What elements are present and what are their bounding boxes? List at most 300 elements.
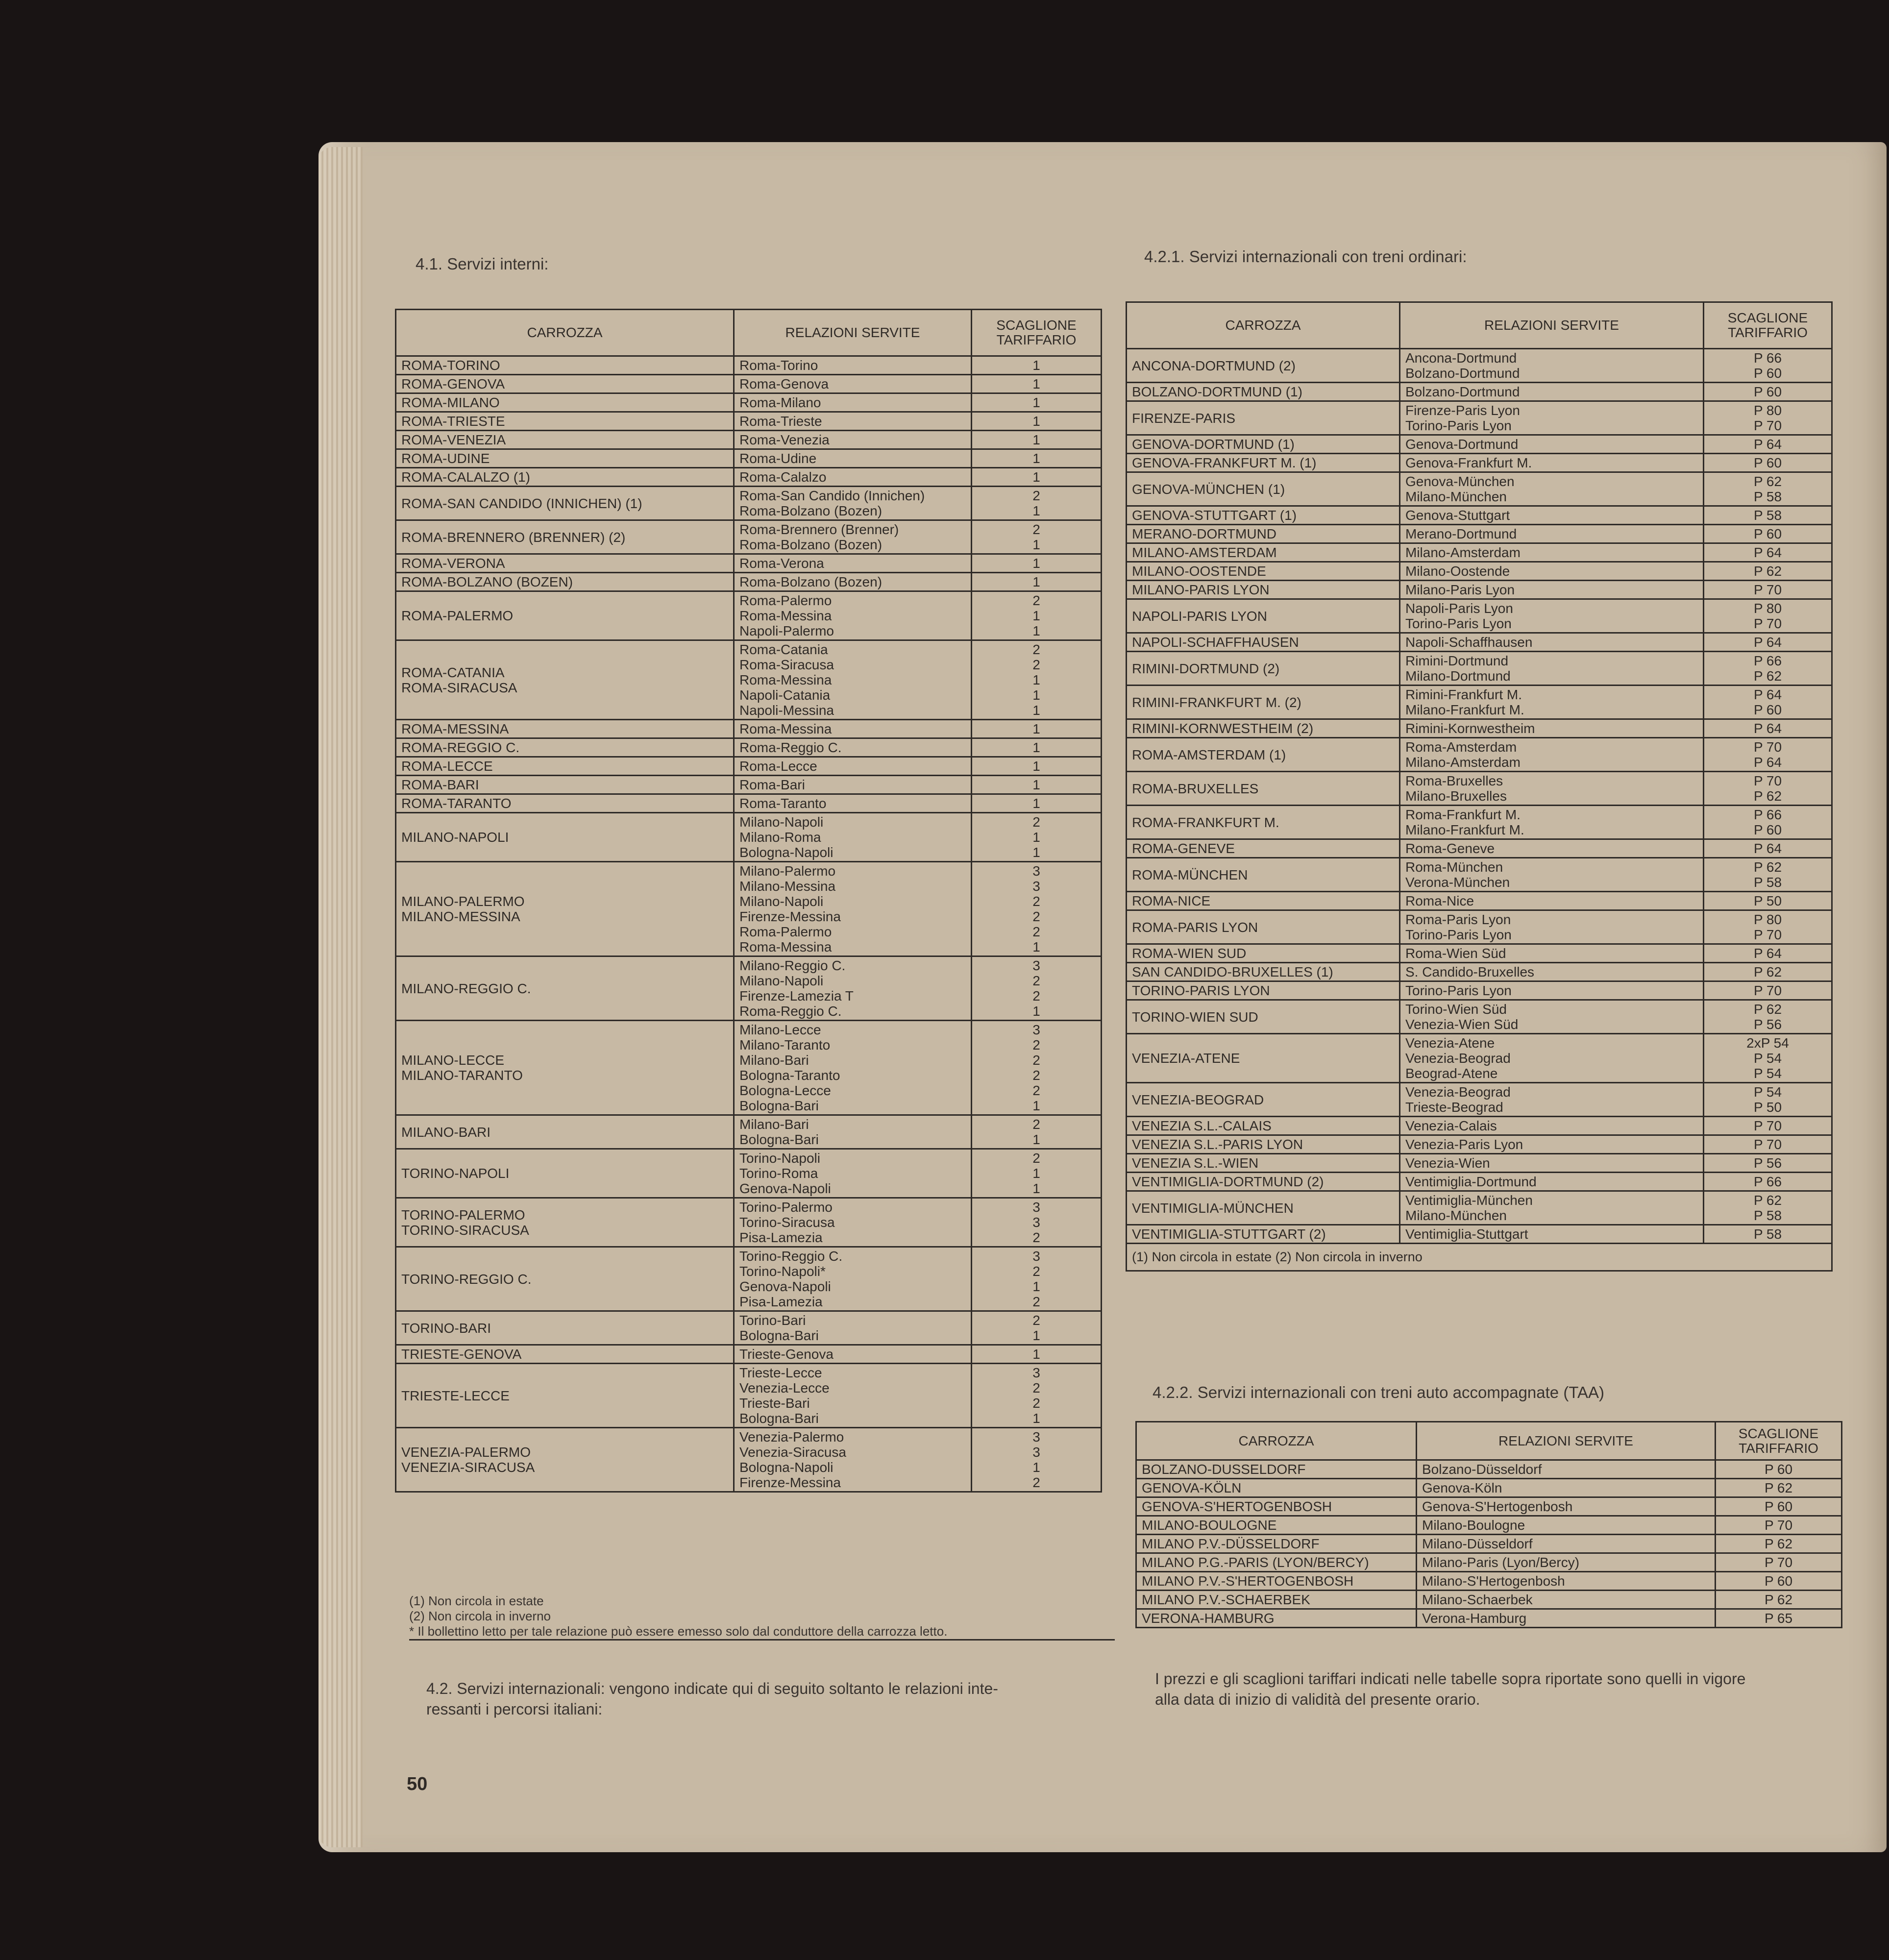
cell-scaglione-tariffario: [972, 1364, 1102, 1428]
cell-carrozza: [396, 640, 734, 720]
page-number: 50: [407, 1774, 428, 1794]
table-row: [396, 862, 1102, 956]
table-row: [1127, 349, 1832, 383]
cell-carrozza: [1136, 1497, 1417, 1516]
table-row: [1136, 1591, 1842, 1609]
cell-line: Roma-Messina: [739, 672, 832, 687]
table-row: [396, 375, 1102, 393]
cell-relazioni-servite: [734, 1149, 972, 1198]
cell-line: Roma-Brennero (Brenner): [739, 522, 899, 537]
cell-line: Bologna-Bari: [739, 1098, 819, 1113]
cell-line: Roma-Paris Lyon: [1405, 912, 1511, 927]
cell-line: P 64: [1753, 721, 1782, 736]
section-title-ordinari: 4.2.1. Servizi internazionali con treni ordinari:: [1144, 247, 1467, 266]
cell-line: P 60: [1764, 1462, 1793, 1477]
cell-scaglione-tariffario: [972, 520, 1102, 554]
cell-line: Torino-Napoli: [739, 1151, 820, 1166]
cell-line: 2: [1032, 1264, 1040, 1279]
cell-scaglione-tariffario: [972, 468, 1102, 487]
cell-relazioni-servite: [1417, 1572, 1716, 1591]
cell-relazioni-servite: [734, 412, 972, 431]
cell-line: P 70: [1753, 1137, 1782, 1152]
cell-carrozza: [1127, 981, 1400, 1000]
cell-line: Venezia-Paris Lyon: [1405, 1137, 1523, 1152]
cell-line: ROMA-MESSINA: [401, 721, 509, 736]
table-row: [1127, 599, 1832, 633]
cell-line: P 60: [1753, 526, 1782, 541]
cell-scaglione-tariffario: [1704, 892, 1832, 910]
cell-line: 3: [1032, 1200, 1040, 1215]
cell-line: GENOVA-MÜNCHEN (1): [1132, 481, 1285, 497]
cell-line: P 66: [1753, 350, 1782, 366]
cell-line: Milano-Dortmund: [1405, 668, 1511, 684]
cell-line: 3: [1032, 1445, 1040, 1460]
cell-carrozza: [396, 375, 734, 393]
cell-scaglione-tariffario: [1704, 1191, 1832, 1225]
cell-line: Genova-Napoli: [739, 1279, 831, 1294]
cell-line: 1: [1032, 608, 1040, 623]
cell-scaglione-tariffario: [1704, 1173, 1832, 1191]
cell-line: Roma-Bolzano (Bozen): [739, 574, 883, 589]
cell-relazioni-servite: [734, 720, 972, 738]
cell-line: 2: [1032, 642, 1040, 657]
cell-carrozza: [1127, 1117, 1400, 1135]
cell-line: Torino-Paris Lyon: [1405, 418, 1512, 433]
cell-line: TORINO-PALERMO: [401, 1207, 525, 1223]
cell-line: ROMA-MILANO: [401, 395, 500, 410]
table-row: [1127, 806, 1832, 839]
table-row: [1127, 910, 1832, 944]
cell-relazioni-servite: [734, 738, 972, 757]
cell-line: Roma-Amsterdam: [1405, 739, 1517, 755]
cell-scaglione-tariffario: [1704, 652, 1832, 686]
table-body: [1127, 349, 1832, 1244]
table-row: [396, 640, 1102, 720]
text-line: * Il bollettino letto per tale relazione può essere emesso solo dal conduttore della carrozza letto.: [409, 1624, 948, 1639]
cell-relazioni-servite: [1417, 1609, 1716, 1628]
cell-carrozza: [396, 1247, 734, 1311]
cell-line: 2: [1032, 1151, 1040, 1166]
cell-line: P 66: [1753, 653, 1782, 668]
cell-line: Venezia-Beograd: [1405, 1084, 1511, 1100]
table-row: [1136, 1535, 1842, 1553]
cell-line: ROMA-AMSTERDAM (1): [1132, 747, 1286, 762]
text-line: ressanti i percorsi italiani:: [426, 1700, 603, 1718]
cell-relazioni-servite: [1400, 1173, 1704, 1191]
cell-line: Merano-Dortmund: [1405, 526, 1517, 541]
cell-line: 1: [1032, 623, 1040, 638]
cell-carrozza: [1127, 652, 1400, 686]
cell-carrozza: [1127, 543, 1400, 562]
cell-scaglione-tariffario: [972, 554, 1102, 573]
cell-line: 2: [1032, 1230, 1040, 1245]
table-row: [1127, 581, 1832, 599]
table-row: [1127, 839, 1832, 858]
cell-scaglione-tariffario: [1704, 839, 1832, 858]
cell-line: ROMA-MÜNCHEN: [1132, 867, 1248, 882]
cell-line: Milano-Schaerbek: [1422, 1592, 1533, 1607]
cell-line: P 64: [1753, 946, 1782, 961]
cell-line: P 58: [1753, 875, 1782, 890]
cell-line: Venezia-Wien: [1405, 1155, 1490, 1171]
cell-line: P 70: [1753, 773, 1782, 788]
cell-line: P 70: [1753, 1118, 1782, 1133]
cell-line: Milano-Roma: [739, 830, 821, 845]
cell-relazioni-servite: [1400, 383, 1704, 401]
cell-relazioni-servite: [1400, 806, 1704, 839]
cell-line: P 56: [1753, 1155, 1782, 1171]
cell-line: Torino-Paris Lyon: [1405, 983, 1512, 998]
cell-line: Milano-Düsseldorf: [1422, 1536, 1533, 1551]
cell-relazioni-servite: [1400, 686, 1704, 719]
cell-line: 1: [1032, 1347, 1040, 1362]
cell-line: Milano-Paris Lyon: [1405, 582, 1515, 597]
cell-line: Roma-Bolzano (Bozen): [739, 503, 883, 518]
header-relazioni-servite: RELAZIONI SERVITE: [1417, 1422, 1716, 1460]
cell-carrozza: [396, 794, 734, 813]
cell-line: P 54: [1753, 1084, 1782, 1100]
cell-line: 1: [1032, 796, 1040, 811]
cell-scaglione-tariffario: [972, 431, 1102, 449]
cell-line: Roma-Siracusa: [739, 657, 834, 672]
cell-line: Roma-Messina: [739, 608, 832, 623]
cell-scaglione-tariffario: [1704, 543, 1832, 562]
cell-scaglione-tariffario: [1704, 858, 1832, 892]
cell-carrozza: [1136, 1572, 1417, 1591]
cell-line: Torino-Napoli*: [739, 1264, 826, 1279]
table-row: [396, 1149, 1102, 1198]
cell-line: P 80: [1753, 601, 1782, 616]
cell-line: 1: [1032, 556, 1040, 571]
cell-relazioni-servite: [1400, 401, 1704, 435]
cell-carrozza: [1127, 472, 1400, 506]
cell-line: P 80: [1753, 403, 1782, 418]
table-row: [396, 794, 1102, 813]
cell-line: P 54: [1753, 1066, 1782, 1081]
cell-line: 2: [1032, 488, 1040, 503]
cell-line: 3: [1032, 1429, 1040, 1445]
cell-line: Roma-Udine: [739, 451, 817, 466]
cell-scaglione-tariffario: [1704, 454, 1832, 472]
cell-line: Milano-Messina: [739, 879, 836, 894]
cell-scaglione-tariffario: [1704, 633, 1832, 652]
cell-line: P 62: [1764, 1480, 1793, 1495]
cell-carrozza: [396, 412, 734, 431]
cell-line: P 70: [1753, 927, 1782, 942]
cell-scaglione-tariffario: [972, 956, 1102, 1021]
cell-scaglione-tariffario: [972, 1149, 1102, 1198]
cell-line: Torino-Roma: [739, 1166, 818, 1181]
cell-line: P 70: [1753, 739, 1782, 755]
cell-relazioni-servite: [734, 573, 972, 591]
cell-line: ROMA-SAN CANDIDO (INNICHEN) (1): [401, 495, 642, 511]
table-row: [1136, 1479, 1842, 1497]
cell-line: Ventimiglia-Stuttgart: [1405, 1226, 1528, 1242]
cell-line: P 70: [1764, 1555, 1793, 1570]
table-row: [396, 1428, 1102, 1492]
cell-carrozza: [396, 738, 734, 757]
section-title-interni: 4.1. Servizi interni:: [416, 255, 549, 273]
cell-line: P 60: [1764, 1573, 1793, 1589]
text-line: (1) Non circola in estate: [409, 1593, 544, 1608]
cell-scaglione-tariffario: [1704, 349, 1832, 383]
cell-carrozza: [396, 720, 734, 738]
table-row: [396, 757, 1102, 776]
cell-line: P 62: [1753, 859, 1782, 875]
cell-line: 2: [1032, 924, 1040, 939]
cell-line: Bologna-Taranto: [739, 1068, 840, 1083]
cell-relazioni-servite: [1400, 738, 1704, 772]
table-row: [1127, 454, 1832, 472]
cell-line: 1: [1032, 503, 1040, 518]
cell-scaglione-tariffario: [972, 393, 1102, 412]
cell-line: Roma-San Candido (Innichen): [739, 488, 925, 503]
cell-carrozza: [396, 1428, 734, 1492]
cell-carrozza: [396, 757, 734, 776]
cell-scaglione-tariffario: [1704, 1225, 1832, 1244]
cell-relazioni-servite: [1400, 562, 1704, 581]
cell-line: ROMA-REGGIO C.: [401, 740, 520, 755]
cell-carrozza: [1136, 1460, 1417, 1479]
cell-relazioni-servite: [1400, 892, 1704, 910]
cell-line: ROMA-PARIS LYON: [1132, 919, 1258, 935]
cell-line: P 60: [1753, 384, 1782, 399]
cell-line: FIRENZE-PARIS: [1132, 410, 1236, 426]
cell-scaglione-tariffario: [1704, 686, 1832, 719]
cell-carrozza: [396, 776, 734, 794]
cell-carrozza: [396, 431, 734, 449]
cell-line: Roma-Wien Süd: [1405, 946, 1506, 961]
cell-line: 1: [1032, 703, 1040, 718]
cell-relazioni-servite: [734, 375, 972, 393]
cell-carrozza: [1127, 1191, 1400, 1225]
cell-line: Firenze-Paris Lyon: [1405, 403, 1520, 418]
cell-line: Trieste-Bari: [739, 1396, 810, 1411]
cell-carrozza: [1127, 963, 1400, 981]
table-footnote: (1) Non circola in estate (2) Non circola in inverno: [1127, 1244, 1832, 1271]
cell-carrozza: [396, 1115, 734, 1149]
cell-line: P 60: [1753, 455, 1782, 470]
table-row: [1127, 738, 1832, 772]
cell-scaglione-tariffario: [972, 1345, 1102, 1364]
cell-line: Napoli-Messina: [739, 703, 834, 718]
cell-scaglione-tariffario: [972, 862, 1102, 956]
cell-relazioni-servite: [734, 776, 972, 794]
cell-relazioni-servite: [734, 813, 972, 862]
cell-scaglione-tariffario: [972, 757, 1102, 776]
table-row: [396, 738, 1102, 757]
cell-line: P 80: [1753, 912, 1782, 927]
cell-carrozza: [396, 956, 734, 1021]
cell-line: Trieste-Genova: [739, 1347, 834, 1362]
cell-carrozza: [396, 1364, 734, 1428]
cell-carrozza: [1127, 435, 1400, 454]
cell-line: TRIESTE-LECCE: [401, 1388, 510, 1403]
cell-relazioni-servite: [734, 1247, 972, 1311]
cell-relazioni-servite: [734, 431, 972, 449]
cell-line: P 64: [1753, 755, 1782, 770]
cell-scaglione-tariffario: [972, 1115, 1102, 1149]
cell-line: Bologna-Bari: [739, 1411, 819, 1426]
cell-line: Firenze-Messina: [739, 1475, 841, 1490]
table-row: [396, 412, 1102, 431]
cell-line: Roma-Milano: [739, 395, 821, 410]
cell-line: P 64: [1753, 841, 1782, 856]
cell-scaglione-tariffario: [972, 1247, 1102, 1311]
table-row: [1127, 719, 1832, 738]
cell-relazioni-servite: [1417, 1497, 1716, 1516]
table-row: [396, 393, 1102, 412]
cell-scaglione-tariffario: [972, 1021, 1102, 1115]
cell-carrozza: [396, 1345, 734, 1364]
table-row: [1127, 472, 1832, 506]
cell-line: P 50: [1753, 893, 1782, 908]
cell-relazioni-servite: [1400, 1083, 1704, 1117]
cell-line: ROMA-BRENNERO (BRENNER) (2): [401, 529, 626, 545]
table-row: [396, 449, 1102, 468]
cell-line: 1: [1032, 1411, 1040, 1426]
cell-line: P 70: [1753, 983, 1782, 998]
cell-line: Venezia-Palermo: [739, 1429, 844, 1445]
table-row: [396, 487, 1102, 520]
cell-carrozza: [396, 468, 734, 487]
cell-line: 1: [1032, 830, 1040, 845]
cell-relazioni-servite: [1400, 472, 1704, 506]
page-stack-edge: [319, 147, 363, 1847]
cell-line: 2: [1032, 657, 1040, 672]
cell-line: Beograd-Atene: [1405, 1066, 1498, 1081]
cell-line: Roma-Venezia: [739, 432, 830, 447]
cell-line: TRIESTE-GENOVA: [401, 1347, 522, 1362]
cell-relazioni-servite: [1417, 1535, 1716, 1553]
cell-line: ROMA-NICE: [1132, 893, 1211, 908]
cell-relazioni-servite: [734, 356, 972, 375]
cell-line: ROMA-CATANIA: [401, 664, 505, 680]
cell-scaglione-tariffario: [972, 1198, 1102, 1247]
table-body: [1136, 1460, 1842, 1628]
cell-line: P 60: [1764, 1499, 1793, 1514]
cell-line: P 60: [1753, 822, 1782, 837]
cell-line: Genova-Napoli: [739, 1181, 831, 1196]
cell-line: Genova-Frankfurt M.: [1405, 455, 1532, 470]
cell-line: 1: [1032, 414, 1040, 429]
cell-carrozza: [396, 1198, 734, 1247]
cell-relazioni-servite: [734, 487, 972, 520]
cell-line: Roma-Calalzo: [739, 469, 827, 485]
cell-carrozza: [396, 862, 734, 956]
cell-line: Firenze-Messina: [739, 909, 841, 924]
cell-scaglione-tariffario: [1716, 1609, 1842, 1628]
table-row: [1127, 633, 1832, 652]
cell-line: 2: [1032, 894, 1040, 909]
cell-line: ROMA-GENEVE: [1132, 841, 1235, 856]
cell-line: Roma-Taranto: [739, 796, 827, 811]
cell-line: 3: [1032, 958, 1040, 973]
cell-relazioni-servite: [1400, 1225, 1704, 1244]
cell-line: Rimini-Dortmund: [1405, 653, 1509, 668]
cell-line: 1: [1032, 469, 1040, 485]
cell-carrozza: [1127, 1154, 1400, 1173]
cell-line: P 56: [1753, 1017, 1782, 1032]
cell-line: Milano-Napoli: [739, 894, 824, 909]
cell-carrozza: [1127, 772, 1400, 806]
cell-line: Venezia-Atene: [1405, 1035, 1495, 1051]
cell-line: 2: [1032, 593, 1040, 608]
cell-scaglione-tariffario: [1716, 1572, 1842, 1591]
cell-line: Verona-Hamburg: [1422, 1611, 1527, 1626]
cell-relazioni-servite: [734, 468, 972, 487]
cell-line: 1: [1032, 740, 1040, 755]
cell-line: P 64: [1753, 635, 1782, 650]
table-row: [1127, 435, 1832, 454]
table-row: [1136, 1609, 1842, 1628]
cell-line: Verona-München: [1405, 875, 1510, 890]
cell-relazioni-servite: [1400, 1117, 1704, 1135]
table-row: [396, 1247, 1102, 1311]
cell-carrozza: [1127, 944, 1400, 963]
cell-line: Roma-Frankfurt M.: [1405, 807, 1521, 822]
cell-line: Torino-Wien Süd: [1405, 1002, 1507, 1017]
cell-line: TORINO-SIRACUSA: [401, 1222, 529, 1238]
cell-carrozza: [1136, 1591, 1417, 1609]
cell-line: Milano-Bruxelles: [1405, 788, 1507, 804]
cell-line: Roma-Verona: [739, 556, 824, 571]
table-row: [396, 591, 1102, 640]
cell-line: Napoli-Palermo: [739, 623, 834, 638]
cell-line: ROMA-UDINE: [401, 451, 490, 466]
cell-line: 2: [1032, 1037, 1040, 1053]
table-row: [1127, 772, 1832, 806]
cell-line: TORINO-WIEN SUD: [1132, 1009, 1258, 1025]
cell-line: MILANO-PARIS LYON: [1132, 582, 1270, 597]
cell-line: Milano-Taranto: [739, 1037, 831, 1053]
cell-line: 3: [1032, 879, 1040, 894]
text-line: I prezzi e gli scaglioni tariffari indicati nelle tabelle sopra riportate sono quelli in vigore: [1155, 1670, 1746, 1688]
cell-scaglione-tariffario: [1716, 1460, 1842, 1479]
cell-line: 1: [1032, 777, 1040, 792]
cell-carrozza: [1127, 719, 1400, 738]
cell-line: 3: [1032, 1365, 1040, 1380]
cell-line: P 58: [1753, 1226, 1782, 1242]
cell-line: P 62: [1753, 1193, 1782, 1208]
cell-line: ROMA-VERONA: [401, 556, 505, 571]
cell-line: 3: [1032, 1215, 1040, 1230]
table-row: [396, 431, 1102, 449]
cell-scaglione-tariffario: [1704, 738, 1832, 772]
cell-line: 2: [1032, 973, 1040, 988]
cell-carrozza: [396, 554, 734, 573]
cell-line: 2: [1032, 522, 1040, 537]
cell-line: MILANO P.V.-SCHAERBEK: [1142, 1592, 1310, 1607]
cell-line: Roma-München: [1405, 859, 1503, 875]
cell-line: P 60: [1753, 366, 1782, 381]
cell-line: 1: [1032, 759, 1040, 774]
cell-line: TORINO-BARI: [401, 1320, 491, 1336]
table-row: [1127, 686, 1832, 719]
cell-carrozza: [1127, 581, 1400, 599]
cell-line: 2: [1032, 988, 1040, 1004]
cell-relazioni-servite: [734, 956, 972, 1021]
cell-line: 2: [1032, 1053, 1040, 1068]
table-row: [1127, 944, 1832, 963]
cell-line: TORINO-PARIS LYON: [1132, 983, 1270, 998]
cell-line: ROMA-BOLZANO (BOZEN): [401, 574, 573, 589]
cell-carrozza: [1127, 910, 1400, 944]
text-line: alla data di inizio di validità del presente orario.: [1155, 1690, 1480, 1708]
cell-line: Milano-Bari: [739, 1053, 809, 1068]
cell-line: 2: [1032, 1396, 1040, 1411]
cell-line: Torino-Palermo: [739, 1200, 833, 1215]
